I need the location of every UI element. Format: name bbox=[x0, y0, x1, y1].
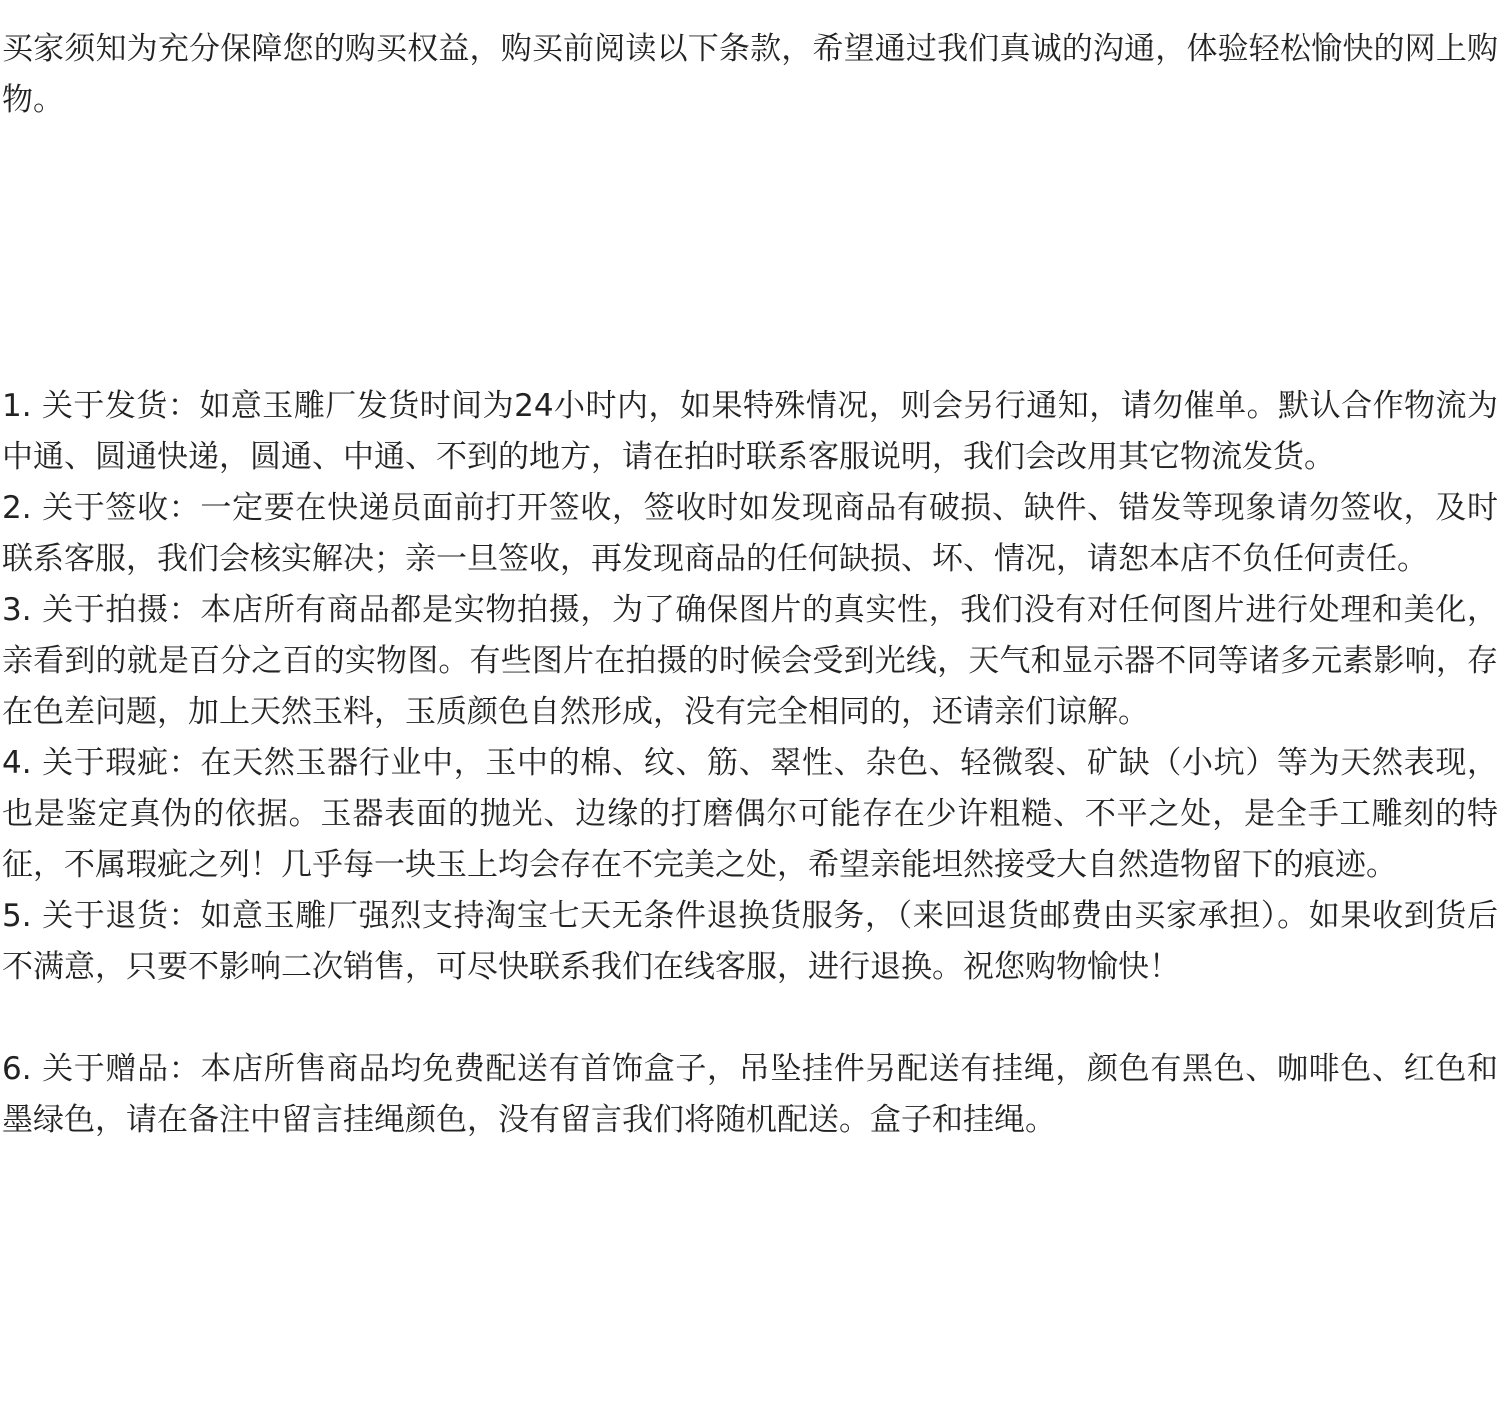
term-flaws: 4. 关于瑕疵：在天然玉器行业中，玉中的棉、纹、筋、翠性、杂色、轻微裂、矿缺（小坑）等为天然表现，也是鉴定真伪的依据。玉器表面的抛光、边缘的打磨偶尔可能存在少许粗糙、不平之处，是全手工雕刻的特征，不属瑕疵之列！几乎每一块玉上均会存在不完美之处，希望亲能坦然接受大自然造物留下的痕迹。 bbox=[2, 745, 1498, 883]
term-signing: 2. 关于签收：一定要在快递员面前打开签收，签收时如发现商品有破损、缺件、错发等现象请勿签收，及时联系客服，我们会核实解决；亲一旦签收，再发现商品的任何缺损、坏、情况，请恕本店不负任何责任。 bbox=[2, 490, 1498, 577]
term-photography: 3. 关于拍摄：本店所有商品都是实物拍摄，为了确保图片的真实性，我们没有对任何图片进行处理和美化，亲看到的就是百分之百的实物图。有些图片在拍摄的时候会受到光线，天气和显示器不同等诸多元素影响，存在色差问题，加上天然玉料，玉质颜色自然形成，没有完全相同的，还请亲们谅解。 bbox=[2, 592, 1498, 730]
terms-list bbox=[2, 381, 1498, 1146]
buyer-notice-intro: 买家须知为充分保障您的购买权益，购买前阅读以下条款，希望通过我们真诚的沟通，体验轻松愉快的网上购物。 bbox=[2, 31, 1498, 118]
term-gifts: 6. 关于赠品：本店所售商品均免费配送有首饰盒子，吊坠挂件另配送有挂绳，颜色有黑色、咖啡色、红色和墨绿色，请在备注中留言挂绳颜色，没有留言我们将随机配送。盒子和挂绳。 bbox=[2, 1051, 1498, 1138]
term-shipping: 1. 关于发货：如意玉雕厂发货时间为24小时内，如果特殊情况，则会另行通知，请勿催单。默认合作物流为中通、圆通快递，圆通、中通、不到的地方，请在拍时联系客服说明，我们会改用其它物流发货。 bbox=[2, 388, 1498, 475]
term-returns: 5. 关于退货：如意玉雕厂强烈支持淘宝七天无条件退换货服务，（来回退货邮费由买家承担）。如果收到货后不满意，只要不影响二次销售，可尽快联系我们在线客服，进行退换。祝您购物愉快！ bbox=[2, 898, 1498, 985]
